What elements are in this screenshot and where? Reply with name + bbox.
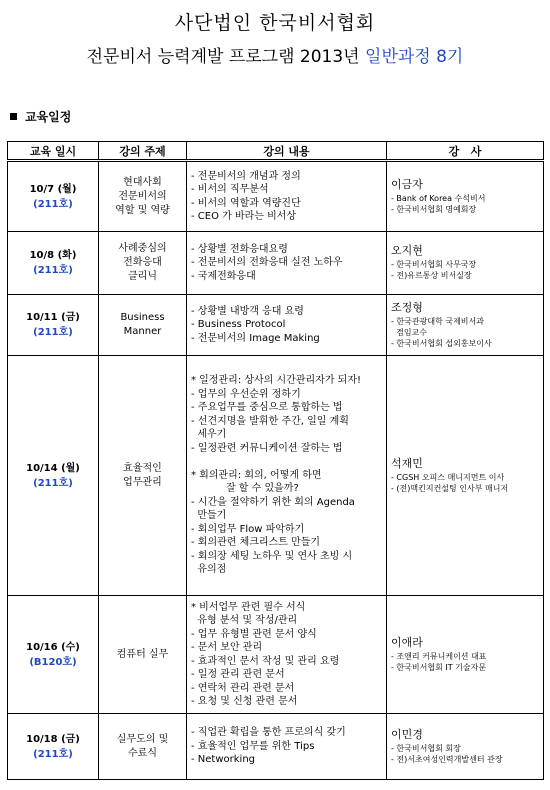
lecturer-desc: - 한국관광대학 국제비서과 <box>391 316 484 326</box>
column-header-date: 교육 일시 <box>8 142 99 161</box>
table-row <box>8 714 544 780</box>
lecturer-desc: - 조앤리 커뮤니케이션 대표 <box>391 651 487 661</box>
content-line: - 주요업무를 중심으로 통합하는 법 <box>191 402 343 414</box>
topic-line: 실무도의 및 <box>116 733 169 745</box>
section-title: 교육일정 <box>25 110 72 124</box>
room-text: (B120호) <box>29 656 77 668</box>
document-subtitle <box>0 42 550 67</box>
topic-line: Business <box>120 312 165 323</box>
lecturer-cell <box>387 356 544 596</box>
table-row <box>8 161 544 232</box>
lecturer-desc: - 한국비서협회 섭외홍보이사 <box>391 338 492 348</box>
content-line: - 국제전화응대 <box>191 270 256 282</box>
content-line: - 문서 보안 관리 <box>191 642 263 653</box>
content-line: - Business Protocol <box>191 319 286 331</box>
topic-line: 역할 및 역량 <box>115 204 170 216</box>
content-line: - 일정관련 커뮤니케이션 잘하는 법 <box>191 442 343 454</box>
date-text: 10/16 (수) <box>26 641 80 653</box>
column-header-lecturer: 강 사 <box>387 142 544 161</box>
topic-cell <box>99 356 187 596</box>
date-cell <box>8 356 99 596</box>
topic-line: 수료식 <box>128 747 157 759</box>
content-line: - 전문비서의 Image Making <box>191 332 320 344</box>
content-line: - 효율적인 업무를 위한 Tips <box>191 740 315 752</box>
topic-cell <box>99 161 187 232</box>
lecturer-desc: - 한국비서협회 IT 기술자문 <box>391 662 487 672</box>
lecturer-name: 조정형 <box>391 300 423 314</box>
content-line: - 비서의 역할과 역량진단 <box>191 197 301 209</box>
content-line: - 요청 및 신청 관련 문서 <box>191 696 298 707</box>
content-line: * 일정관리: 상사의 시간관리자가 되자! <box>191 375 361 387</box>
square-bullet-icon <box>10 113 17 120</box>
content-line: - 시간을 절약하기 위한 회의 Agenda <box>191 496 355 508</box>
topic-line: 컴퓨터 실무 <box>116 648 169 660</box>
column-header-topic: 강의 주제 <box>99 142 187 161</box>
table-header-row <box>8 142 544 161</box>
lecturer-desc: - (전)맥킨지컨설팅 인사부 매니저 <box>391 483 509 493</box>
date-cell <box>8 714 99 780</box>
document-title: 사단법인 한국비서협회 <box>174 12 376 34</box>
lecturer-name: 오지현 <box>391 244 423 257</box>
content-line: 만들기 <box>191 510 227 522</box>
lecturer-desc: - 전)유르통상 비서실장 <box>391 271 472 280</box>
content-line: 유의점 <box>191 564 227 576</box>
content-line: - 연락처 관리 관련 문서 <box>191 682 295 694</box>
topic-cell <box>99 295 187 356</box>
table-row <box>8 295 544 356</box>
content-line: - 전문비서의 개념과 정의 <box>191 170 301 182</box>
content-cell <box>187 232 387 295</box>
date-cell <box>8 232 99 295</box>
content-cell <box>187 356 387 596</box>
date-cell <box>8 161 99 232</box>
topic-line: 업무관리 <box>123 476 162 488</box>
topic-cell <box>99 714 187 780</box>
lecturer-desc: - 전)서초여성인력개발센터 관장 <box>391 754 503 764</box>
topic-line: 사례중심의 <box>118 243 167 254</box>
lecturer-cell <box>387 714 544 780</box>
content-line: - 직업관 확립을 통한 프로의식 갖기 <box>191 727 346 739</box>
content-line: - CEO 가 바라는 비서상 <box>191 211 297 222</box>
topic-cell <box>99 596 187 714</box>
content-line <box>191 455 382 469</box>
content-line: - 회의업무 Flow 파악하기 <box>191 523 305 535</box>
date-cell <box>8 596 99 714</box>
topic-line: 클리닉 <box>128 271 157 282</box>
date-text: 10/14 (월) <box>26 462 80 474</box>
lecturer-desc: - Bank of Korea 수석비서 <box>391 193 486 203</box>
content-line: - 선견지명을 발휘한 주간, 일일 계획 <box>191 415 349 427</box>
lecturer-desc: - 한국비서협회 명예회장 <box>391 204 477 214</box>
lecturer-desc: - 한국비서협회 회장 <box>391 743 461 753</box>
content-line: - Networking <box>191 754 256 766</box>
lecturer-cell <box>387 232 544 295</box>
topic-line: 전화응대 <box>123 257 162 268</box>
section-heading <box>10 108 71 125</box>
content-cell <box>187 161 387 232</box>
lecturer-desc: - 한국비서협회 사무국장 <box>391 260 477 269</box>
content-line: * 비서업무 관련 필수 서식 <box>191 601 306 613</box>
table-row <box>8 232 544 295</box>
topic-cell <box>99 232 187 295</box>
room-text: (211호) <box>33 198 73 210</box>
date-text: 10/11 (금) <box>26 312 80 323</box>
table-row <box>8 596 544 714</box>
date-cell <box>8 295 99 356</box>
topic-line: 전문비서의 <box>118 190 167 202</box>
lecturer-desc: - CGSH 오피스 매니지먼트 이사 <box>391 472 505 482</box>
content-line: 세우기 <box>191 429 227 441</box>
content-cell <box>187 714 387 780</box>
content-line: - 전문비서의 전화응대 실전 노하우 <box>191 257 343 269</box>
lecturer-desc: 겸임교수 <box>391 327 427 337</box>
room-text: (211호) <box>33 265 73 276</box>
lecturer-cell <box>387 596 544 714</box>
lecturer-name: 이애라 <box>391 635 423 649</box>
content-line: - 비서의 직무분석 <box>191 184 269 195</box>
date-text: 10/8 (화) <box>29 250 77 261</box>
date-text: 10/7 (월) <box>29 183 77 195</box>
content-line: 잘 할 수 있을까? <box>191 483 299 495</box>
lecturer-name: 이민경 <box>391 727 423 741</box>
table-row <box>8 356 544 596</box>
content-line: 유형 분석 및 작성/관리 <box>191 615 298 626</box>
topic-line: 현대사회 <box>123 176 162 188</box>
content-line: - 일정 관리 관련 문서 <box>191 669 285 680</box>
content-line: - 상황별 내방객 응대 요령 <box>191 305 304 317</box>
content-cell <box>187 295 387 356</box>
content-line: - 회의관련 체크리스트 만들기 <box>191 537 321 549</box>
lecturer-name: 이금자 <box>391 177 423 191</box>
content-line: - 업무의 우선순위 정하기 <box>191 388 301 400</box>
topic-line: Manner <box>123 326 162 337</box>
schedule-table <box>7 141 544 780</box>
room-text: (211호) <box>33 748 73 760</box>
content-line: * 회의관리: 회의, 어떻게 하면 <box>191 469 322 481</box>
room-text: (211호) <box>33 327 73 338</box>
content-line: - 회의장 세팅 노하우 및 연사 초빙 시 <box>191 550 353 562</box>
lecturer-cell <box>387 161 544 232</box>
content-line: - 효과적인 문서 작성 및 관리 요령 <box>191 655 340 667</box>
content-line: - 상황별 전화응대요령 <box>191 243 288 255</box>
subtitle-highlight: 일반과정 8기 <box>365 47 464 67</box>
content-line: - 업무 유형별 관련 문서 양식 <box>191 628 317 640</box>
date-text: 10/18 (금) <box>26 733 80 745</box>
content-cell <box>187 596 387 714</box>
column-header-content: 강의 내용 <box>187 142 387 161</box>
lecturer-name: 석재민 <box>391 456 423 470</box>
lecturer-cell <box>387 295 544 356</box>
room-text: (211호) <box>33 477 73 489</box>
topic-line: 효율적인 <box>123 462 162 474</box>
subtitle-main: 전문비서 능력계발 프로그램 2013년 <box>86 47 366 67</box>
